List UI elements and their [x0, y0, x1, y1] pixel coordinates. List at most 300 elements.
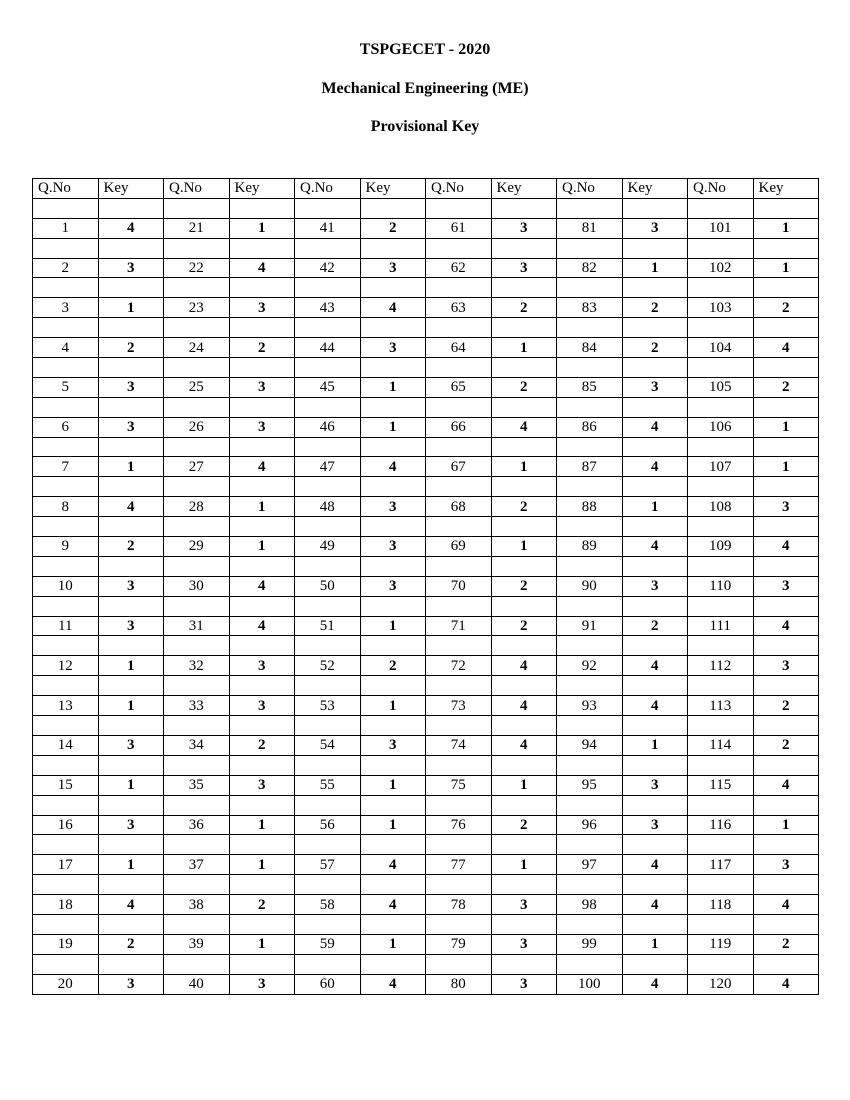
- empty-cell: [360, 437, 426, 457]
- answer-key-cell: 1: [98, 696, 164, 716]
- empty-cell: [753, 636, 819, 656]
- answer-key-cell: 1: [622, 735, 688, 755]
- empty-cell: [98, 318, 164, 338]
- question-number-cell: 92: [557, 656, 623, 676]
- answer-key-cell: 2: [491, 815, 557, 835]
- empty-cell: [98, 198, 164, 218]
- empty-cell: [426, 477, 492, 497]
- empty-cell: [622, 875, 688, 895]
- question-number-cell: 79: [426, 934, 492, 954]
- column-header-key: Key: [753, 179, 819, 199]
- spacer-row: [33, 954, 819, 974]
- empty-cell: [164, 636, 230, 656]
- empty-cell: [33, 914, 99, 934]
- empty-cell: [491, 636, 557, 656]
- empty-cell: [229, 437, 295, 457]
- empty-cell: [753, 238, 819, 258]
- answer-key-cell: 3: [360, 576, 426, 596]
- answer-key-cell: 4: [491, 656, 557, 676]
- question-number-cell: 34: [164, 735, 230, 755]
- question-number-cell: 84: [557, 338, 623, 358]
- table-body: [33, 198, 819, 994]
- question-number-cell: 30: [164, 576, 230, 596]
- empty-cell: [164, 318, 230, 338]
- answer-key-cell: 1: [229, 815, 295, 835]
- empty-cell: [426, 437, 492, 457]
- answer-key-cell: 4: [360, 457, 426, 477]
- column-header-key: Key: [491, 179, 557, 199]
- empty-cell: [491, 556, 557, 576]
- empty-cell: [557, 795, 623, 815]
- empty-cell: [98, 358, 164, 378]
- empty-cell: [753, 755, 819, 775]
- answer-key-cell: 3: [229, 656, 295, 676]
- answer-key-cell: 4: [622, 656, 688, 676]
- answer-key-cell: 2: [360, 656, 426, 676]
- empty-cell: [688, 914, 754, 934]
- empty-cell: [557, 914, 623, 934]
- answer-key-cell: 2: [491, 298, 557, 318]
- empty-cell: [426, 517, 492, 537]
- empty-cell: [426, 238, 492, 258]
- question-number-cell: 9: [33, 537, 99, 557]
- question-number-cell: 95: [557, 775, 623, 795]
- question-number-cell: 27: [164, 457, 230, 477]
- empty-cell: [753, 835, 819, 855]
- question-number-cell: 91: [557, 616, 623, 636]
- empty-cell: [164, 755, 230, 775]
- answer-key-cell: 1: [491, 338, 557, 358]
- empty-cell: [557, 835, 623, 855]
- answer-key-cell: 2: [98, 338, 164, 358]
- spacer-row: [33, 755, 819, 775]
- answer-key-cell: 2: [491, 616, 557, 636]
- answer-key-cell: 2: [753, 934, 819, 954]
- answer-key-cell: 1: [622, 258, 688, 278]
- question-number-cell: 103: [688, 298, 754, 318]
- question-number-cell: 33: [164, 696, 230, 716]
- empty-cell: [295, 755, 361, 775]
- answer-key-cell: 1: [491, 775, 557, 795]
- empty-cell: [33, 676, 99, 696]
- question-number-cell: 45: [295, 377, 361, 397]
- empty-cell: [426, 596, 492, 616]
- empty-cell: [557, 875, 623, 895]
- question-number-cell: 109: [688, 537, 754, 557]
- question-number-cell: 89: [557, 537, 623, 557]
- empty-cell: [426, 318, 492, 338]
- table-row: [33, 656, 819, 676]
- question-number-cell: 113: [688, 696, 754, 716]
- exam-title: TSPGECET - 2020: [359, 41, 491, 58]
- empty-cell: [33, 596, 99, 616]
- empty-cell: [164, 795, 230, 815]
- empty-cell: [98, 437, 164, 457]
- spacer-row: [33, 318, 819, 338]
- empty-cell: [622, 358, 688, 378]
- question-number-cell: 10: [33, 576, 99, 596]
- answer-key-cell: 3: [98, 258, 164, 278]
- empty-cell: [622, 716, 688, 736]
- empty-cell: [229, 875, 295, 895]
- question-number-cell: 72: [426, 656, 492, 676]
- answer-key-cell: 3: [229, 974, 295, 994]
- empty-cell: [360, 755, 426, 775]
- spacer-row: [33, 596, 819, 616]
- answer-key-cell: 2: [622, 616, 688, 636]
- answer-key-cell: 1: [98, 656, 164, 676]
- table-row: [33, 855, 819, 875]
- empty-cell: [229, 954, 295, 974]
- empty-cell: [426, 755, 492, 775]
- empty-cell: [688, 278, 754, 298]
- empty-cell: [688, 318, 754, 338]
- question-number-cell: 75: [426, 775, 492, 795]
- answer-key-cell: 1: [98, 457, 164, 477]
- empty-cell: [491, 198, 557, 218]
- empty-cell: [229, 716, 295, 736]
- answer-key-cell: 1: [360, 934, 426, 954]
- empty-cell: [557, 358, 623, 378]
- question-number-cell: 63: [426, 298, 492, 318]
- answer-key-cell: 3: [360, 537, 426, 557]
- table-row: [33, 497, 819, 517]
- column-header-key: Key: [98, 179, 164, 199]
- empty-cell: [557, 716, 623, 736]
- empty-cell: [295, 238, 361, 258]
- empty-cell: [557, 636, 623, 656]
- empty-cell: [360, 358, 426, 378]
- answer-key-cell: 3: [229, 696, 295, 716]
- table-row: [33, 815, 819, 835]
- question-number-cell: 87: [557, 457, 623, 477]
- empty-cell: [360, 875, 426, 895]
- question-number-cell: 52: [295, 656, 361, 676]
- question-number-cell: 77: [426, 855, 492, 875]
- empty-cell: [33, 437, 99, 457]
- question-number-cell: 26: [164, 417, 230, 437]
- empty-cell: [164, 278, 230, 298]
- key-type-title: Provisional Key: [370, 118, 480, 135]
- empty-cell: [295, 198, 361, 218]
- answer-key-cell: 4: [229, 457, 295, 477]
- empty-cell: [33, 198, 99, 218]
- spacer-row: [33, 556, 819, 576]
- answer-key-cell: 1: [491, 537, 557, 557]
- answer-key-cell: 3: [98, 974, 164, 994]
- spacer-row: [33, 875, 819, 895]
- question-number-cell: 4: [33, 338, 99, 358]
- empty-cell: [426, 198, 492, 218]
- empty-cell: [753, 397, 819, 417]
- question-number-cell: 110: [688, 576, 754, 596]
- answer-key-cell: 1: [491, 457, 557, 477]
- empty-cell: [491, 318, 557, 338]
- question-number-cell: 58: [295, 895, 361, 915]
- question-number-cell: 66: [426, 417, 492, 437]
- empty-cell: [426, 954, 492, 974]
- empty-cell: [164, 716, 230, 736]
- empty-cell: [688, 716, 754, 736]
- question-number-cell: 82: [557, 258, 623, 278]
- question-number-cell: 36: [164, 815, 230, 835]
- empty-cell: [164, 358, 230, 378]
- question-number-cell: 23: [164, 298, 230, 318]
- answer-key-cell: 1: [229, 855, 295, 875]
- spacer-row: [33, 238, 819, 258]
- answer-key-cell: 1: [622, 934, 688, 954]
- empty-cell: [360, 954, 426, 974]
- empty-cell: [491, 358, 557, 378]
- question-number-cell: 60: [295, 974, 361, 994]
- empty-cell: [426, 556, 492, 576]
- empty-cell: [557, 318, 623, 338]
- table-row: [33, 377, 819, 397]
- answer-key-cell: 1: [360, 417, 426, 437]
- answer-key-cell: 1: [360, 616, 426, 636]
- empty-cell: [229, 795, 295, 815]
- empty-cell: [753, 914, 819, 934]
- answer-key-cell: 4: [491, 696, 557, 716]
- answer-key-cell: 2: [491, 377, 557, 397]
- empty-cell: [753, 517, 819, 537]
- empty-cell: [557, 954, 623, 974]
- answer-key-cell: 2: [98, 934, 164, 954]
- empty-cell: [98, 517, 164, 537]
- question-number-cell: 13: [33, 696, 99, 716]
- empty-cell: [688, 636, 754, 656]
- empty-cell: [229, 596, 295, 616]
- empty-cell: [164, 517, 230, 537]
- empty-cell: [557, 676, 623, 696]
- answer-key-cell: 2: [229, 735, 295, 755]
- answer-key-cell: 1: [229, 497, 295, 517]
- question-number-cell: 69: [426, 537, 492, 557]
- question-number-cell: 99: [557, 934, 623, 954]
- empty-cell: [360, 318, 426, 338]
- empty-cell: [622, 517, 688, 537]
- question-number-cell: 6: [33, 417, 99, 437]
- answer-key-cell: 3: [229, 775, 295, 795]
- question-number-cell: 68: [426, 497, 492, 517]
- empty-cell: [491, 795, 557, 815]
- empty-cell: [491, 954, 557, 974]
- answer-key-cell: 4: [753, 974, 819, 994]
- question-number-cell: 97: [557, 855, 623, 875]
- answer-key-cell: 4: [229, 616, 295, 636]
- empty-cell: [753, 358, 819, 378]
- empty-cell: [426, 636, 492, 656]
- empty-cell: [98, 875, 164, 895]
- answer-key-cell: 4: [622, 417, 688, 437]
- empty-cell: [557, 278, 623, 298]
- empty-cell: [229, 517, 295, 537]
- question-number-cell: 29: [164, 537, 230, 557]
- question-number-cell: 3: [33, 298, 99, 318]
- empty-cell: [557, 517, 623, 537]
- empty-cell: [688, 556, 754, 576]
- question-number-cell: 70: [426, 576, 492, 596]
- answer-key-cell: 3: [360, 338, 426, 358]
- question-number-cell: 105: [688, 377, 754, 397]
- empty-cell: [753, 875, 819, 895]
- question-number-cell: 2: [33, 258, 99, 278]
- answer-key-cell: 1: [229, 934, 295, 954]
- question-number-cell: 88: [557, 497, 623, 517]
- question-number-cell: 38: [164, 895, 230, 915]
- empty-cell: [360, 596, 426, 616]
- answer-key-cell: 3: [622, 815, 688, 835]
- empty-cell: [33, 238, 99, 258]
- answer-key-cell: 1: [753, 417, 819, 437]
- answer-key-cell: 3: [491, 258, 557, 278]
- empty-cell: [688, 596, 754, 616]
- empty-cell: [98, 477, 164, 497]
- question-number-cell: 101: [688, 218, 754, 238]
- empty-cell: [229, 278, 295, 298]
- empty-cell: [688, 875, 754, 895]
- answer-key-cell: 1: [360, 775, 426, 795]
- empty-cell: [622, 954, 688, 974]
- question-number-cell: 98: [557, 895, 623, 915]
- empty-cell: [622, 437, 688, 457]
- empty-cell: [229, 318, 295, 338]
- question-number-cell: 117: [688, 855, 754, 875]
- empty-cell: [295, 437, 361, 457]
- answer-key-cell: 4: [98, 218, 164, 238]
- empty-cell: [360, 517, 426, 537]
- question-number-cell: 18: [33, 895, 99, 915]
- empty-cell: [688, 477, 754, 497]
- column-header-qno: Q.No: [164, 179, 230, 199]
- answer-key-cell: 4: [622, 895, 688, 915]
- empty-cell: [360, 636, 426, 656]
- answer-key-cell: 4: [622, 974, 688, 994]
- table-row: [33, 576, 819, 596]
- empty-cell: [688, 517, 754, 537]
- answer-key-cell: 4: [491, 735, 557, 755]
- empty-cell: [426, 716, 492, 736]
- empty-cell: [753, 437, 819, 457]
- answer-key-cell: 3: [622, 576, 688, 596]
- answer-key-cell: 4: [753, 775, 819, 795]
- empty-cell: [491, 278, 557, 298]
- answer-key-cell: 3: [98, 815, 164, 835]
- question-number-cell: 42: [295, 258, 361, 278]
- empty-cell: [688, 676, 754, 696]
- empty-cell: [229, 636, 295, 656]
- answer-key-cell: 2: [622, 298, 688, 318]
- question-number-cell: 20: [33, 974, 99, 994]
- empty-cell: [33, 875, 99, 895]
- spacer-row: [33, 716, 819, 736]
- empty-cell: [164, 238, 230, 258]
- question-number-cell: 28: [164, 497, 230, 517]
- empty-cell: [229, 477, 295, 497]
- answer-key-cell: 1: [360, 696, 426, 716]
- answer-key-cell: 3: [491, 218, 557, 238]
- question-number-cell: 37: [164, 855, 230, 875]
- question-number-cell: 71: [426, 616, 492, 636]
- spacer-row: [33, 517, 819, 537]
- empty-cell: [33, 517, 99, 537]
- question-number-cell: 102: [688, 258, 754, 278]
- question-number-cell: 86: [557, 417, 623, 437]
- empty-cell: [33, 358, 99, 378]
- empty-cell: [295, 954, 361, 974]
- question-number-cell: 107: [688, 457, 754, 477]
- question-number-cell: 85: [557, 377, 623, 397]
- empty-cell: [360, 477, 426, 497]
- answer-key-cell: 4: [360, 855, 426, 875]
- empty-cell: [98, 716, 164, 736]
- question-number-cell: 8: [33, 497, 99, 517]
- spacer-row: [33, 358, 819, 378]
- empty-cell: [295, 517, 361, 537]
- question-number-cell: 47: [295, 457, 361, 477]
- column-header-qno: Q.No: [426, 179, 492, 199]
- empty-cell: [295, 477, 361, 497]
- question-number-cell: 15: [33, 775, 99, 795]
- empty-cell: [753, 596, 819, 616]
- column-header-qno: Q.No: [688, 179, 754, 199]
- table-row: [33, 775, 819, 795]
- empty-cell: [753, 198, 819, 218]
- empty-cell: [360, 914, 426, 934]
- spacer-row: [33, 198, 819, 218]
- empty-cell: [557, 437, 623, 457]
- answer-key-cell: 3: [622, 377, 688, 397]
- empty-cell: [491, 875, 557, 895]
- empty-cell: [753, 477, 819, 497]
- question-number-cell: 119: [688, 934, 754, 954]
- answer-key-cell: 3: [360, 258, 426, 278]
- answer-key-cell: 3: [229, 298, 295, 318]
- empty-cell: [622, 278, 688, 298]
- empty-cell: [426, 278, 492, 298]
- empty-cell: [229, 556, 295, 576]
- question-number-cell: 108: [688, 497, 754, 517]
- answer-key-cell: 3: [98, 417, 164, 437]
- empty-cell: [229, 835, 295, 855]
- empty-cell: [98, 835, 164, 855]
- table-row: [33, 258, 819, 278]
- question-number-cell: 21: [164, 218, 230, 238]
- empty-cell: [229, 198, 295, 218]
- empty-cell: [753, 795, 819, 815]
- empty-cell: [557, 556, 623, 576]
- question-number-cell: 115: [688, 775, 754, 795]
- empty-cell: [688, 358, 754, 378]
- question-number-cell: 76: [426, 815, 492, 835]
- answer-key-cell: 3: [753, 855, 819, 875]
- question-number-cell: 32: [164, 656, 230, 676]
- table-row: [33, 298, 819, 318]
- column-header-key: Key: [622, 179, 688, 199]
- answer-key-cell: 2: [622, 338, 688, 358]
- empty-cell: [688, 835, 754, 855]
- question-number-cell: 49: [295, 537, 361, 557]
- empty-cell: [295, 556, 361, 576]
- empty-cell: [688, 795, 754, 815]
- empty-cell: [98, 278, 164, 298]
- empty-cell: [688, 437, 754, 457]
- answer-key-cell: 1: [360, 815, 426, 835]
- empty-cell: [229, 397, 295, 417]
- answer-key-cell: 1: [753, 457, 819, 477]
- empty-cell: [295, 358, 361, 378]
- empty-cell: [622, 676, 688, 696]
